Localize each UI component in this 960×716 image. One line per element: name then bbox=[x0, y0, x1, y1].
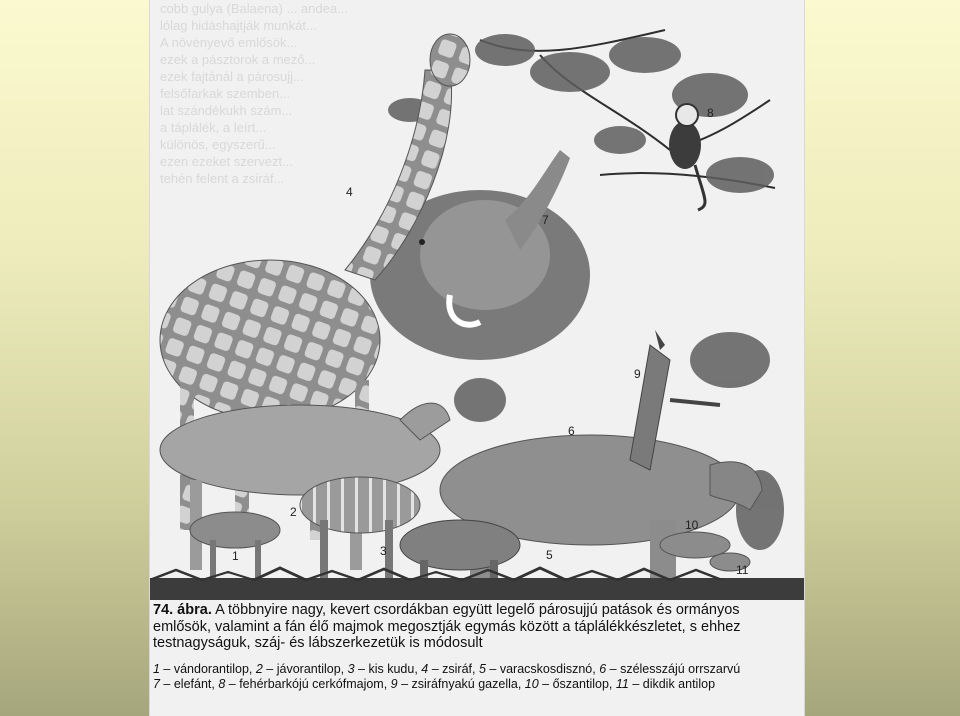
faded-line: ezek a pásztorok a mező... bbox=[160, 52, 316, 67]
faded-line: A növényevő emlősök... bbox=[160, 35, 298, 50]
legend-number: 4 bbox=[421, 662, 429, 676]
wildebeest-figure bbox=[190, 512, 280, 580]
label-rhino: 6 bbox=[568, 424, 575, 438]
faded-line: lat szándékukh szám... bbox=[160, 103, 293, 118]
figure-legend bbox=[150, 662, 790, 692]
legend-number: 8 bbox=[218, 677, 226, 691]
legend-number: 10 bbox=[524, 677, 539, 691]
label-oribi: 10 bbox=[685, 518, 699, 532]
faded-line: tehén felent a zsiráf... bbox=[160, 171, 285, 186]
legend-line-1: 1 – vándorantilop, 2 – jávorantilop, 3 – kis kudu, 4 – zsiráf, 5 – varacskosdisznó, 6 – szélesszájú orrszarvú bbox=[153, 662, 741, 676]
label-monkey: 8 bbox=[707, 106, 714, 120]
faded-line: ezen ezeket szervezt... bbox=[160, 154, 293, 169]
label-eland: 2 bbox=[290, 505, 297, 519]
caption-line bbox=[153, 602, 790, 619]
legend-species-name: zsiráfnyakú gazella bbox=[411, 677, 518, 691]
scanned-book-page bbox=[150, 0, 804, 716]
caption-text: A többnyire nagy, kevert csordákban együtt legelő párosujjú patások és ormányos bbox=[215, 602, 740, 618]
faded-line: a táplálék, a leírt... bbox=[160, 120, 267, 135]
legend-line-2: 7 – elefánt, 8 – fehérbarkójú cerkófmajom, 9 – zsiráfnyakú gazella, 10 – őszantilop, 11 – dikdik antilop bbox=[153, 677, 716, 691]
legend-number: 3 bbox=[347, 662, 355, 676]
figure-caption bbox=[150, 602, 790, 652]
legend-number: 11 bbox=[615, 677, 629, 691]
legend-species-name: dikdik antilop bbox=[642, 677, 716, 691]
legend-species-name: őszantilop bbox=[552, 677, 609, 691]
legend-number: 6 bbox=[599, 662, 607, 676]
label-dikdik: 11 bbox=[736, 563, 749, 577]
legend-species-name: zsiráf bbox=[442, 662, 473, 676]
faded-line: cobb gulya (Balaena) ... andea... bbox=[160, 1, 348, 16]
faded-line: ezek fajtánál a párosujj... bbox=[160, 69, 304, 84]
legend-number: 2 bbox=[255, 662, 263, 676]
legend-number: 7 bbox=[153, 677, 160, 691]
legend-number: 1 bbox=[153, 662, 160, 676]
faded-line: különös, egyszerű... bbox=[160, 137, 276, 152]
legend-species-name: szélesszájú orrszarvú bbox=[620, 662, 741, 676]
legend-number: 9 bbox=[390, 677, 398, 691]
legend-species-name: fehérbarkójú cerkófmajom bbox=[239, 677, 384, 691]
label-kudu: 3 bbox=[380, 544, 387, 558]
label-giraffe: 4 bbox=[346, 185, 353, 199]
label-wildebeest: 1 bbox=[232, 549, 239, 563]
legend-species-name: jávorantilop bbox=[276, 662, 341, 676]
legend-species-name: vándorantilop bbox=[173, 662, 249, 676]
savanna-animals-illustration bbox=[150, 0, 804, 600]
figure-number: 74. ábra. bbox=[153, 602, 212, 618]
label-gerenuk: 9 bbox=[634, 367, 641, 381]
caption-line: testnagyságuk, száj- és lábszerkezetük is módosult bbox=[153, 635, 483, 651]
label-elephant: 7 bbox=[542, 213, 549, 227]
legend-species-name: elefánt bbox=[173, 677, 212, 691]
faded-line: felsőfarkak szemben... bbox=[160, 86, 291, 101]
monkey-figure bbox=[669, 104, 705, 210]
label-warthog: 5 bbox=[546, 548, 553, 562]
legend-species-name: varacskosdisznó bbox=[499, 662, 593, 676]
caption-line: emlősök, valamint a fán élő majmok megosztják egymás között a táplálékkészletet, s ehhez bbox=[153, 618, 741, 635]
legend-species-name: kis kudu bbox=[368, 662, 415, 676]
legend-number: 5 bbox=[478, 662, 486, 676]
faded-line: lólag hidáshajtják munkát... bbox=[160, 18, 317, 33]
